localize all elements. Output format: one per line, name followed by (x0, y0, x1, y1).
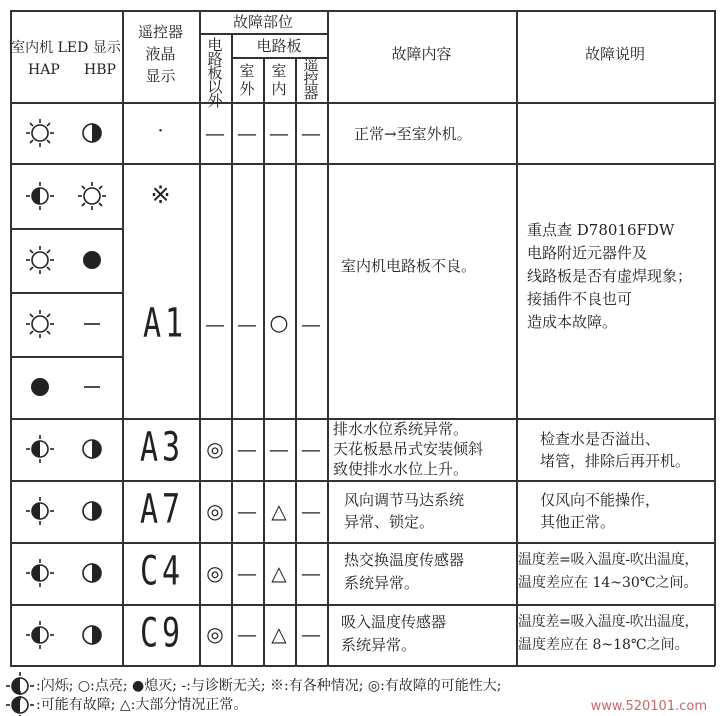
fault-note-row-7-1: 温度差=吸入温度-吹出温度， (518, 552, 699, 568)
hbp-half-icon (83, 502, 101, 520)
mark-indoor-row-0: — (269, 121, 289, 145)
header-outdoor: 室外 (239, 62, 255, 98)
mark-outside-row-8: ◎ (206, 622, 224, 646)
mark-indoor-row-6: △ (271, 499, 287, 523)
fault-content-row-7-1: 热交换温度传感器 (344, 551, 465, 569)
hbp-half-icon (83, 124, 101, 142)
mark-indoor-a1: ○ (269, 311, 289, 336)
fault-note-row-7-2: 温度差应在 14~30℃之间。 (518, 575, 698, 591)
mark-indoor-row-8: △ (271, 622, 287, 646)
mark-remote-a1: — (301, 312, 321, 336)
header-remote-lcd-2: 液晶 (145, 45, 176, 63)
fault-content-a1: 室内机电路板不良。 (341, 257, 477, 275)
hap-half-icon (26, 435, 54, 463)
fault-note-row-8-2: 温度差应在 8~18℃之间。 (518, 637, 689, 653)
hbp-half-icon (83, 440, 101, 458)
mark-remote-row-7: — (301, 561, 321, 585)
hbp-half-icon (83, 626, 101, 644)
fault-note-a1-2: 电路附近元器件及 (527, 244, 648, 262)
lcd-row-1: ※ (150, 181, 171, 209)
hap-flash-icon (26, 246, 54, 274)
header-fault-note: 故障说明 (584, 45, 645, 63)
fault-content-row-8-2: 系统异常。 (341, 636, 417, 654)
fault-note-a1-3: 线路板是否有虚焊现象； (527, 267, 693, 285)
fault-note-row-6-1: 仅风向不能操作， (540, 491, 661, 509)
mark-outside-row-7: ◎ (206, 561, 224, 585)
mark-outdoor-row-7: — (237, 561, 257, 585)
mark-remote-row-0: — (301, 121, 321, 145)
header-outside-board: 电路板以外 (207, 36, 223, 110)
header-remote: 遥控器 (303, 56, 319, 102)
legend-line-1: :闪烁; ○:点亮; ●熄灭; -:与诊断无关; ※:有各种情况; ◎:有故障的可能性大; (36, 678, 502, 694)
mark-outside-row-0: — (205, 121, 225, 145)
fault-content-row-5-1: 排水水位系统异常。 (333, 420, 469, 438)
mark-indoor-row-7: △ (271, 561, 287, 585)
header-fault-content: 故障内容 (391, 45, 452, 63)
fault-content-row-6-1: 风向调节马达系统 (344, 491, 465, 509)
hap-half-icon (26, 497, 54, 525)
header-hap: HAP (28, 62, 60, 78)
header-remote-lcd-1: 遥控器 (137, 23, 183, 41)
legend-line-2: :可能有故障; △:大部分情况正常。 (36, 697, 248, 713)
fault-note-a1-4: 接插件不良也可 (527, 290, 633, 308)
mark-remote-row-6: — (301, 499, 321, 523)
mark-outdoor-a1: — (237, 312, 257, 336)
watermark: www.520101.com (590, 699, 707, 714)
mark-indoor-row-5: — (269, 437, 289, 461)
mark-remote-row-8: — (301, 622, 321, 646)
hap-half-icon (26, 621, 54, 649)
fault-note-row-8-1: 温度差=吸入温度-吹出温度， (518, 614, 699, 630)
fault-content-row-7-2: 系统异常。 (344, 574, 420, 592)
mark-outdoor-row-8: — (237, 622, 257, 646)
fault-note-row-6-2: 其他正常。 (540, 513, 616, 531)
mark-outdoor-row-5: — (237, 437, 257, 461)
mark-outdoor-row-6: — (237, 499, 257, 523)
header-indoor-led: 室内机 LED 显示 (11, 40, 121, 56)
header-remote-lcd-3: 显示 (145, 67, 176, 85)
fault-note-row-5-2: 堵管，排除后再开机。 (540, 452, 691, 470)
header-fault-location: 故障部位 (232, 13, 293, 31)
hap-off-icon (31, 378, 49, 396)
hbp-flash-icon (78, 182, 106, 210)
lcd-row-5: A3 (140, 424, 185, 472)
hap-flash-icon (26, 310, 54, 338)
mark-outside-row-5: ◎ (206, 437, 224, 461)
header-hbp: HBP (84, 62, 116, 78)
fault-content-row-8-1: 吸入温度传感器 (341, 613, 447, 631)
fault-note-row-5-1: 检查水是否溢出、 (540, 430, 661, 448)
fault-content-row-5-2: 天花板悬吊式安装倾斜 (333, 440, 484, 458)
fault-content-row-5-3: 致使排水水位上升。 (333, 460, 469, 478)
fault-content-row-6-2: 异常、锁定。 (344, 513, 435, 531)
mark-outside-a1: — (205, 312, 225, 336)
hbp-half-icon (83, 564, 101, 582)
fault-note-a1-5: 造成本故障。 (527, 313, 618, 331)
hap-half-icon (26, 559, 54, 587)
mark-outside-row-6: ◎ (206, 499, 224, 523)
mark-remote-row-5: — (301, 437, 321, 461)
legend-possible-icon (6, 691, 34, 716)
fault-note-a1-1: 重点查 D78016FDW (527, 221, 675, 239)
mark-outdoor-row-0: — (237, 121, 257, 145)
lcd-row-7: C4 (140, 548, 185, 596)
hap-flash-icon (26, 119, 54, 147)
hap-half-icon (26, 182, 54, 210)
fault-content-row-0: 正常→至室外机。 (354, 125, 472, 143)
header-circuit-board: 电路板 (256, 37, 302, 55)
lcd-row-6: A7 (140, 486, 185, 534)
header-indoor: 室内 (271, 62, 287, 98)
lcd-row-8: C9 (140, 610, 185, 658)
lcd-a1: A1 (143, 300, 188, 348)
lcd-row-0: · (157, 120, 164, 142)
legend-flash-icon (6, 672, 34, 700)
hbp-off-icon (83, 251, 101, 269)
